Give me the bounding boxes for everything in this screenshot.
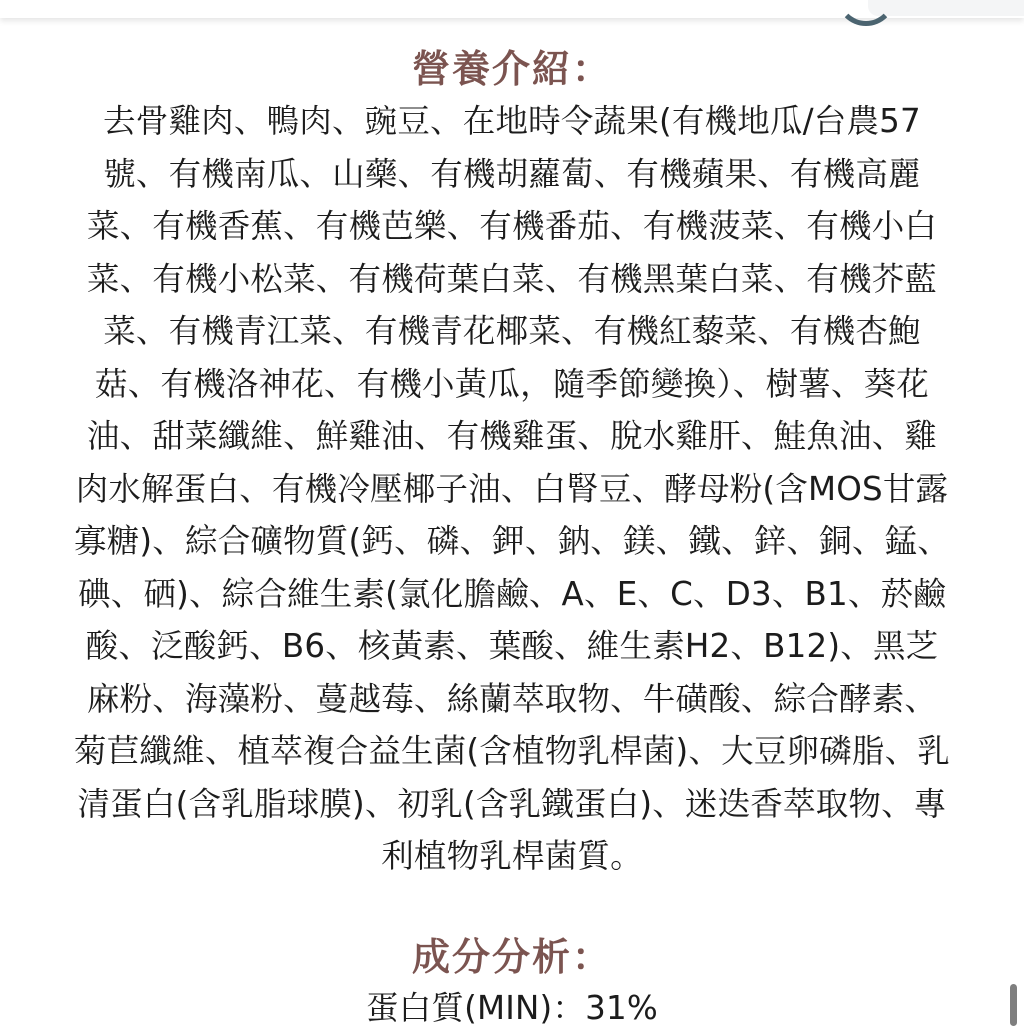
page-scrollbar[interactable] [1010,984,1017,1026]
analysis-heading: 成分分析： [411,935,612,979]
ingredients-line: 碘、硒)、綜合維生素(氯化膽鹼、A、E、C、D3、B1、菸鹼 [78,574,946,613]
ingredients-line: 菜、有機青江菜、有機青花椰菜、有機紅藜菜、有機杏鮑 [103,312,921,350]
analysis-section [0,934,1024,1030]
ingredients-line: 利植物乳桿菌質。 [381,837,643,875]
ingredients-line: 寡糖)、綜合礦物質(鈣、磷、鉀、鈉、鎂、鐵、鋅、銅、錳、 [74,522,950,560]
ingredients-line: 菊苣纖維、植萃複合益生菌(含植物乳桿菌)、大豆卵磷脂、乳 [74,732,950,770]
ingredients-line: 去骨雞肉、鴨肉、豌豆、在地時令蔬果(有機地瓜/台農57 [103,102,921,140]
nutrition-intro-section [0,46,1024,883]
brand-logo-fragment [836,0,896,26]
ingredients-line: 肉水解蛋白、有機冷壓椰子油、白腎豆、酵母粉(含MOS甘露 [75,469,949,508]
analysis-first-line: 蛋白質(MIN)：31% [366,989,658,1027]
ingredients-line: 菜、有機香蕉、有機芭樂、有機番茄、有機菠菜、有機小白 [86,207,938,245]
ingredients-line: 號、有機南瓜、山藥、有機胡蘿蔔、有機蘋果、有機高麗 [103,154,921,193]
ingredients-paragraph [51,95,973,883]
ingredients-line: 清蛋白(含乳脂球膜)、初乳(含乳鐵蛋白)、迷迭香萃取物、專 [77,784,947,823]
ingredients-line: 酸、泛酸鈣、B6、核黃素、葉酸、維生素H2、B12)、黑芝 [85,627,939,665]
ingredients-line: 菇、有機洛神花、有機小黃瓜，隨季節變換）、樹薯、葵花 [95,364,929,403]
ingredients-line: 油、甜菜纖維、鮮雞油、有機雞蛋、脫水雞肝、鮭魚油、雞 [86,417,938,455]
nutrition-intro-heading: 營養介紹： [411,47,612,91]
ingredients-line: 菜、有機小松菜、有機荷葉白菜、有機黑葉白菜、有機芥藍 [86,259,938,298]
ingredients-line: 麻粉、海藻粉、蔓越莓、絲蘭萃取物、牛磺酸、綜合酵素、 [86,679,938,718]
